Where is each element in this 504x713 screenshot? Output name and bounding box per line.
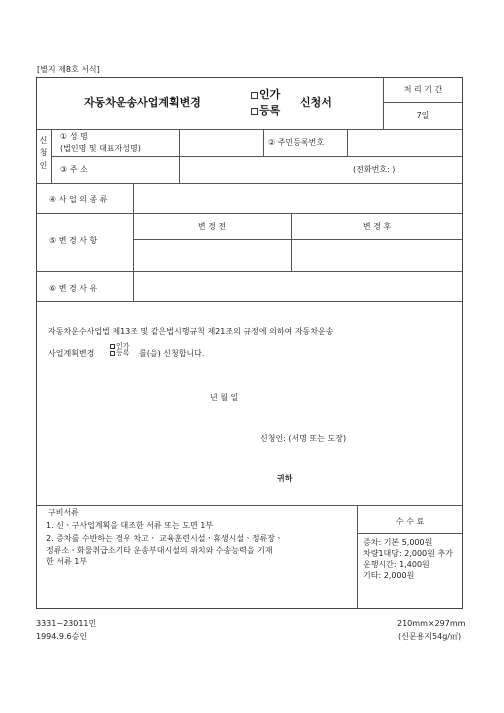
- divider: [36, 505, 463, 506]
- divider: [36, 213, 463, 214]
- documents-title: 구비서류: [48, 508, 79, 517]
- declaration-line1: 자동차운수사업법 제13조 및 같은법시행규칙 제21조의 규정에 의하여 자동차운송: [48, 327, 334, 336]
- fee-line: 증차: 기본 5,000원: [363, 538, 433, 547]
- divider: [263, 129, 264, 156]
- fee-line: 차량1대당: 2,000원 추가: [363, 549, 453, 558]
- declaration-options: 인가 등록: [110, 343, 130, 358]
- checkbox-icon: [110, 351, 115, 356]
- divider: [383, 77, 384, 129]
- form-code: 3331~23011민: [36, 619, 97, 628]
- divider: [133, 239, 463, 240]
- change-items-label: ⑤ 변 경 사 항: [49, 236, 98, 245]
- divider: [357, 533, 463, 534]
- divider: [133, 183, 134, 301]
- checkbox-icon: [251, 92, 258, 99]
- form-number: [별지 제8호 서식]: [37, 65, 100, 74]
- divider: [36, 129, 463, 130]
- document-item: 2. 증차를 수반하는 경우 차고ㆍ 교육훈련시설ㆍ휴생시설ㆍ정류장ㆍ: [46, 534, 283, 543]
- fee-label: 수 수 료: [395, 517, 425, 526]
- form-title: 자동차운송사업계획변경: [84, 96, 201, 109]
- title-option-registration: 등록: [251, 105, 280, 116]
- business-type-label: ④ 사 업 의 종 류: [49, 195, 108, 204]
- title-suffix: 신청서: [300, 96, 332, 109]
- divider: [36, 183, 463, 184]
- name-label: ① 성 명: [60, 132, 88, 141]
- title-option-approval: 인가: [251, 89, 280, 100]
- resident-id-label: ② 주민등록번호: [268, 138, 325, 147]
- processing-value: 7일: [416, 111, 430, 120]
- paper-size: 210mm×297mm: [397, 619, 466, 628]
- phone-label: (전화번호: ): [353, 165, 396, 174]
- addressee: 귀하: [277, 474, 293, 483]
- applicant-label: 신 청 인: [39, 136, 48, 170]
- fee-line: 운행시간: 1,400원: [363, 560, 430, 569]
- divider: [51, 156, 463, 157]
- name-sublabel: (법인명 및 대표자성명): [60, 144, 141, 153]
- document-item: 한 서류 1부: [46, 557, 88, 566]
- date-line: 년 월 일: [210, 393, 239, 402]
- after-change-label: 변 경 후: [362, 222, 392, 231]
- divider: [36, 301, 463, 302]
- divider: [347, 129, 348, 156]
- document-item: 1. 신ㆍ구사업계획을 대조한 서류 또는 도면 1부: [46, 521, 214, 530]
- before-change-label: 변 경 전: [197, 222, 227, 231]
- checkbox-icon: [110, 344, 115, 349]
- divider: [383, 102, 463, 103]
- document-item: 정류소ㆍ화물취급소기타 운송부대시설의 위치와 수송능력을 기재: [46, 546, 273, 555]
- processing-label: 처 리 기 간: [403, 85, 443, 94]
- signature-line: 신청인: (서명 또는 도장): [260, 434, 347, 443]
- address-label: ③ 주 소: [60, 165, 88, 174]
- paper-type: (신문용지54g/㎡): [398, 632, 462, 641]
- divider: [36, 271, 463, 272]
- checkbox-icon: [251, 108, 258, 115]
- declaration-line2-suffix: 를(을) 신청합니다.: [139, 349, 205, 358]
- divider: [291, 213, 292, 271]
- declaration-line2-prefix: 사업계획변경: [48, 349, 95, 358]
- fee-line: 기타: 2,000원: [363, 571, 415, 580]
- change-reason-label: ⑥ 변 경 사 유: [49, 284, 98, 293]
- approval-date: 1994.9.6승인: [36, 632, 88, 641]
